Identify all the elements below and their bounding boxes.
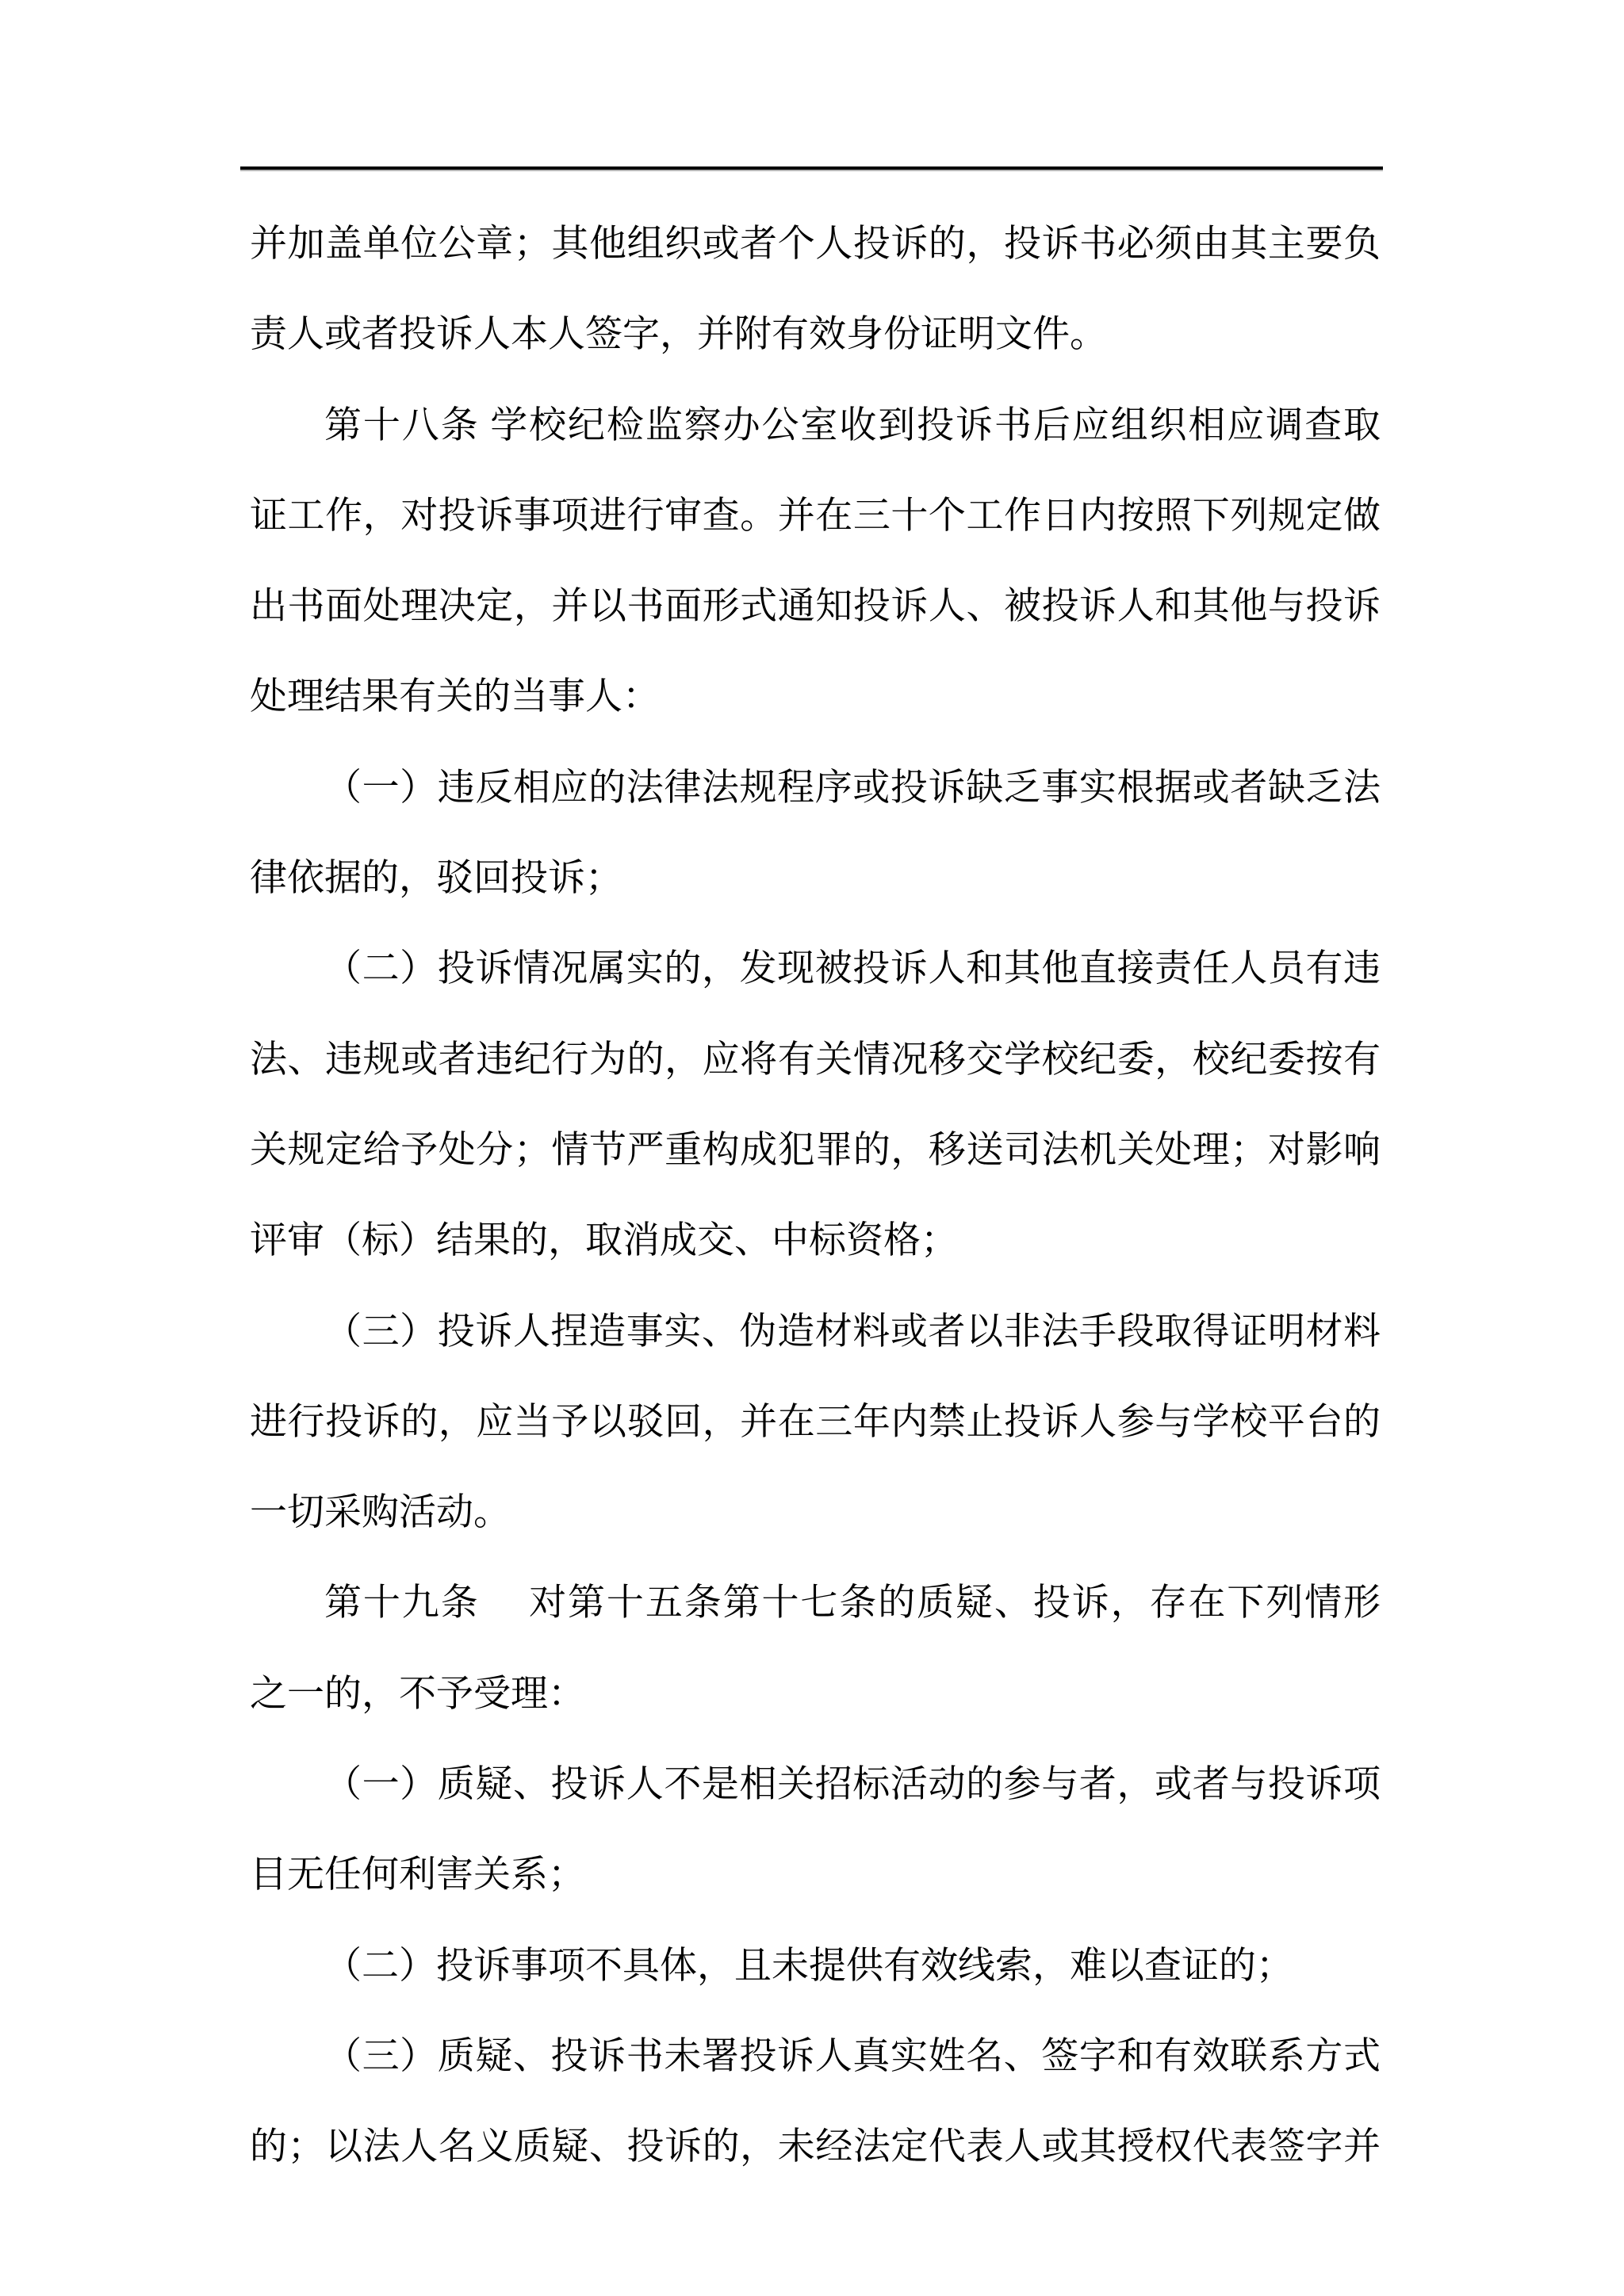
paragraph xyxy=(250,199,1381,381)
paragraph xyxy=(250,1287,1381,1559)
text-line: 第十八条 学校纪检监察办公室收到投诉书后应组织相应调查取 xyxy=(324,404,1381,446)
text-line: （三）投诉人捏造事实、伪造材料或者以非法手段取得证明材料 xyxy=(324,1311,1381,1353)
text-line: 出书面处理决定，并以书面形式通知投诉人、被投诉人和其他与投诉 xyxy=(250,586,1381,628)
text-line: 律依据的，驳回投诉； xyxy=(250,858,622,900)
paragraph xyxy=(250,924,1381,1286)
text-line: 处理结果有关的当事人： xyxy=(250,676,660,718)
text-line: （一）质疑、投诉人不是相关招标活动的参与者，或者与投诉项 xyxy=(324,1764,1381,1806)
text-line: 证工作，对投诉事项进行审查。并在三十个工作日内按照下列规定做 xyxy=(250,495,1381,537)
text-line: （二）投诉事项不具体，且未提供有效线索，难以查证的； xyxy=(324,1945,1293,1987)
text-line: 责人或者投诉人本人签字，并附有效身份证明文件。 xyxy=(250,314,1107,356)
text-line: 目无任何利害关系； xyxy=(250,1854,585,1896)
text-line: 进行投诉的，应当予以驳回，并在三年内禁止投诉人参与学校平台的 xyxy=(250,1401,1381,1443)
text-line: 一切采购活动。 xyxy=(250,1492,511,1534)
text-line: 第十九条 对第十五条第十七条的质疑、投诉，存在下列情形 xyxy=(324,1582,1381,1624)
text-line: 并加盖单位公章；其他组织或者个人投诉的，投诉书必须由其主要负 xyxy=(250,224,1381,265)
text-line: 评审（标）结果的，取消成交、中标资格； xyxy=(250,1220,958,1262)
text-line: 关规定给予处分；情节严重构成犯罪的，移送司法机关处理；对影响 xyxy=(250,1129,1381,1171)
header-rule xyxy=(240,166,1383,170)
paragraph xyxy=(250,1921,1381,2011)
text-line: 的；以法人名义质疑、投诉的，未经法定代表人或其授权代表签字并 xyxy=(250,2126,1381,2168)
paragraph xyxy=(250,381,1381,743)
text-line: 之一的，不予受理： xyxy=(250,1673,585,1715)
text-line: （一）违反相应的法律法规程序或投诉缺乏事实根据或者缺乏法 xyxy=(324,767,1381,809)
paragraph xyxy=(250,1739,1381,1921)
paragraph xyxy=(250,2011,1381,2193)
document-text xyxy=(250,199,1381,2193)
text-line: （二）投诉情况属实的，发现被投诉人和其他直接责任人员有违 xyxy=(324,948,1381,990)
text-line: 法、违规或者违纪行为的，应将有关情况移交学校纪委，校纪委按有 xyxy=(250,1039,1381,1081)
text-line: （三）质疑、投诉书未署投诉人真实姓名、签字和有效联系方式 xyxy=(324,2035,1381,2077)
paragraph xyxy=(250,743,1381,924)
paragraph xyxy=(250,1558,1381,1739)
